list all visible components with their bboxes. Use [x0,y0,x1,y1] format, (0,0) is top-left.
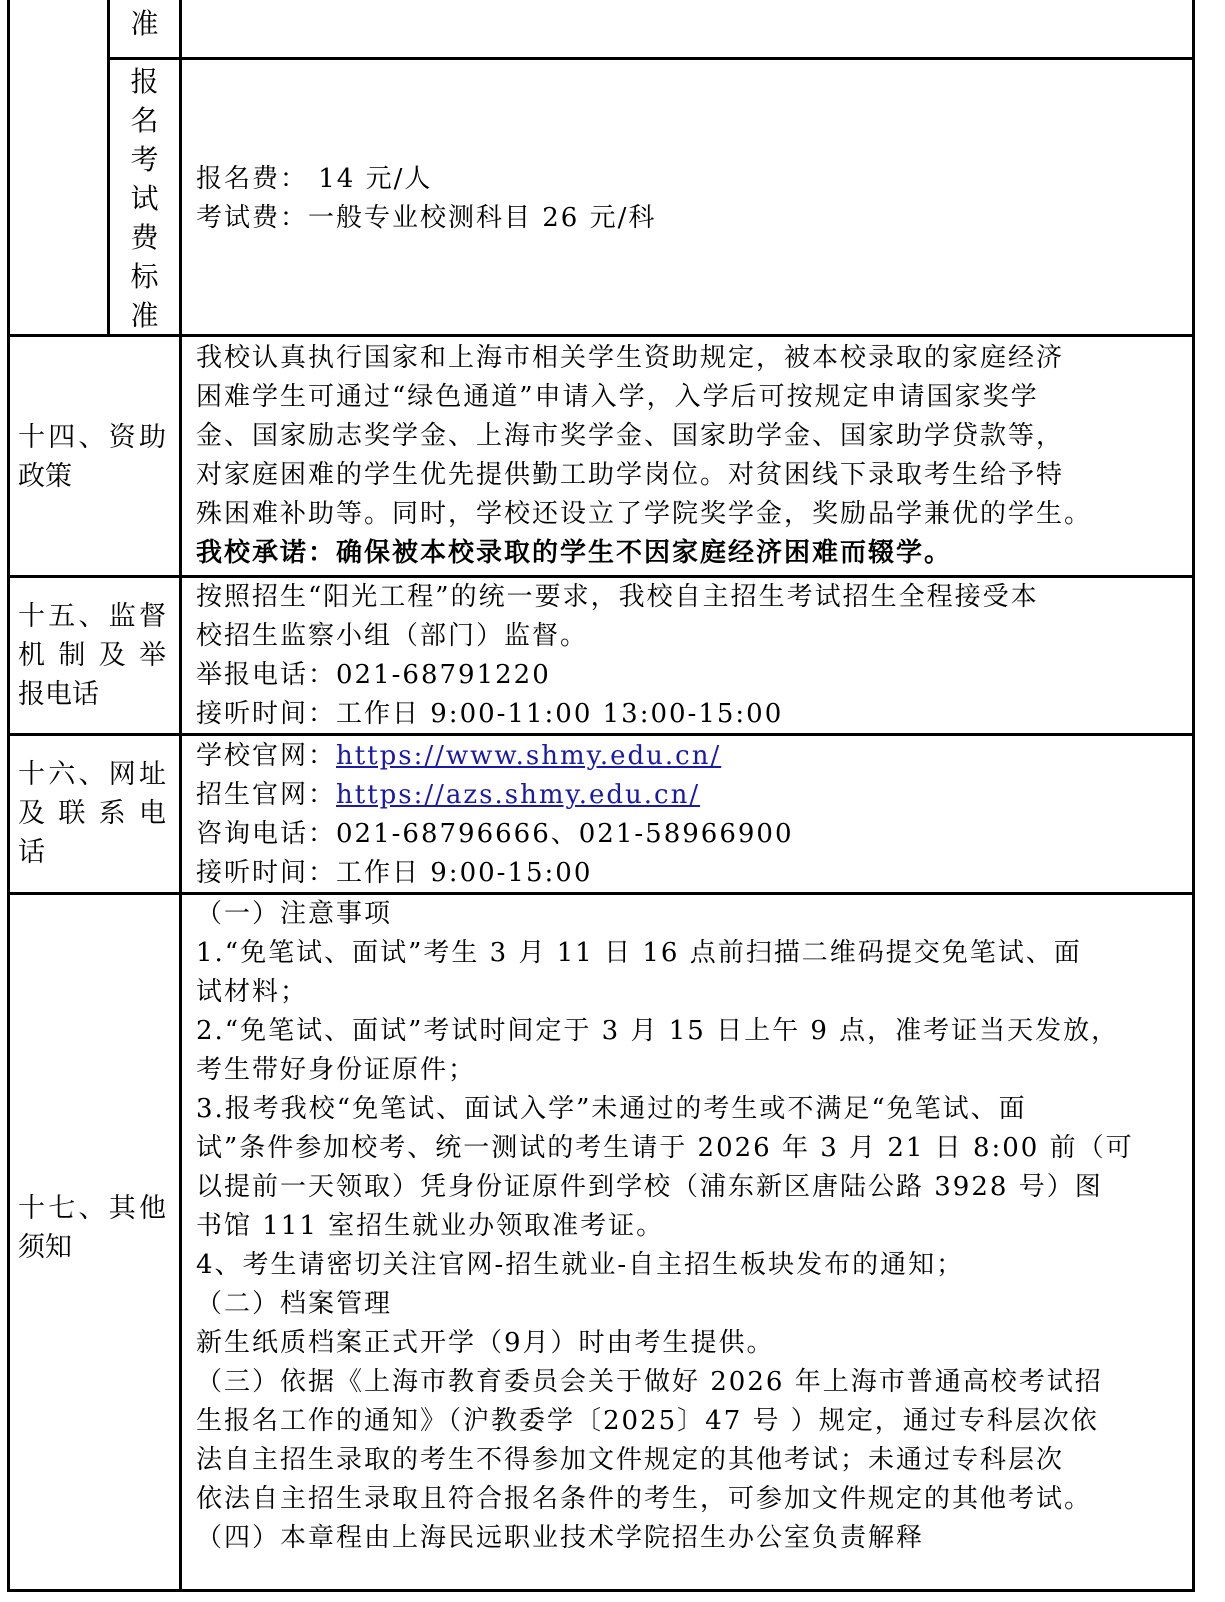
report-phone: 举报电话：021-68791220 [196,660,551,690]
column-divider-main [179,0,182,1592]
admission-website-line: 招生官网：https://azs.shmy.edu.cn/ [196,780,701,810]
section-17-title: 十七、其他 须知 [18,1193,166,1263]
fee-sub-label: 报 名 考 试 费 标 准 [130,65,159,332]
school-website-link[interactable]: https://www.shmy.edu.cn/ [336,741,722,771]
table-border-left [7,0,10,1592]
section-16-title: 十六、网址 及联系电 话 [18,759,166,868]
table-border-bottom [7,1589,1195,1592]
school-promise: 我校承诺：确保被本校录取的学生不因家庭经济困难而辍学。 [196,538,953,568]
registration-fee: 报名费： 14 元/人 [196,164,433,194]
fee-sub-label-top: 准 [130,7,159,40]
row-divider [7,334,1195,337]
section-17-content: （一）注意事项 1.“免笔试、面试”考生 3 月 11 日 16 点前扫描二维码提交免笔试、面 试材料； 2.“免笔试、面试”考试时间定于 3 月 15 日上午 9 点，准考证当天发放， 考生带好身份证原件； 3.报考我校“免笔试、面试入学”未通过的考生或不满足“免笔试、面 试”条件参加校考、统一测试的考生请于 2026 年 3 月 21 日 8:00 前（可 以提前一天领取）凭身份证原件到学校（浦东新区唐陆公路 3928 号）图 书馆 111 室招生就业办领取准考证。 4、考生请密切关注官网-招生就业-自主招生板块发布的通知； （二）档案管理 新生纸质档案正式开学（9月）时由考生提供。 （三）依据《上海市教育委员会关于做好 2026 年上海市普通高校考试招 生报名工作的通知》（沪教委学〔2025〕47 号 ）规定，通过专科层次依 法自主招生录取的考生不得参加文件规定的其他考试；未通过专科层次 依法自主招生录取且符合报名条件的考生，可参加文件规定的其他考试。 （四）本章程由上海民远职业技术学院招生办公室负责解释 [196,899,1134,1553]
admission-website-link[interactable]: https://azs.shmy.edu.cn/ [336,780,701,810]
report-hours: 接听时间：工作日 9:00-11:00 13:00-15:00 [196,699,784,729]
contact-hours: 接听时间：工作日 9:00-15:00 [196,858,593,888]
school-website-line: 学校官网：https://www.shmy.edu.cn/ [196,741,722,771]
section-14-content: 我校认真执行国家和上海市相关学生资助规定，被本校录取的家庭经济 困难学生可通过“绿色通道”申请入学，入学后可按规定申请国家奖学 金、国家励志奖学金、上海市奖学金、国家助学金、国家助学贷款等， 对家庭困难的学生优先提供勤工助学岗位。对贫困线下录取考生给予特 殊困难补助等。同时，学校还设立了学院奖学金，奖励品学兼优的学生。 我校承诺：确保被本校录取的学生不因家庭经济困难而辍学。 [196,339,1092,573]
consult-phone: 咨询电话：021-68796666、021-58966900 [196,819,794,849]
section-15-content: 按照招生“阳光工程”的统一要求，我校自主招生考试招生全程接受本 校招生监察小组（部门）监督。 举报电话：021-68791220 接听时间：工作日 9:00-11:00 13:00-15:00 [196,578,1039,734]
fee-content [196,160,656,238]
row-divider [107,57,1195,60]
section-15-title: 十五、监督 机制及举 报电话 [18,601,166,710]
section-16-content [196,737,794,893]
table-border-right [1192,0,1195,1592]
exam-fee: 考试费：一般专业校测科目 26 元/科 [196,203,657,233]
section-14-title: 十四、资助 政策 [18,422,166,492]
